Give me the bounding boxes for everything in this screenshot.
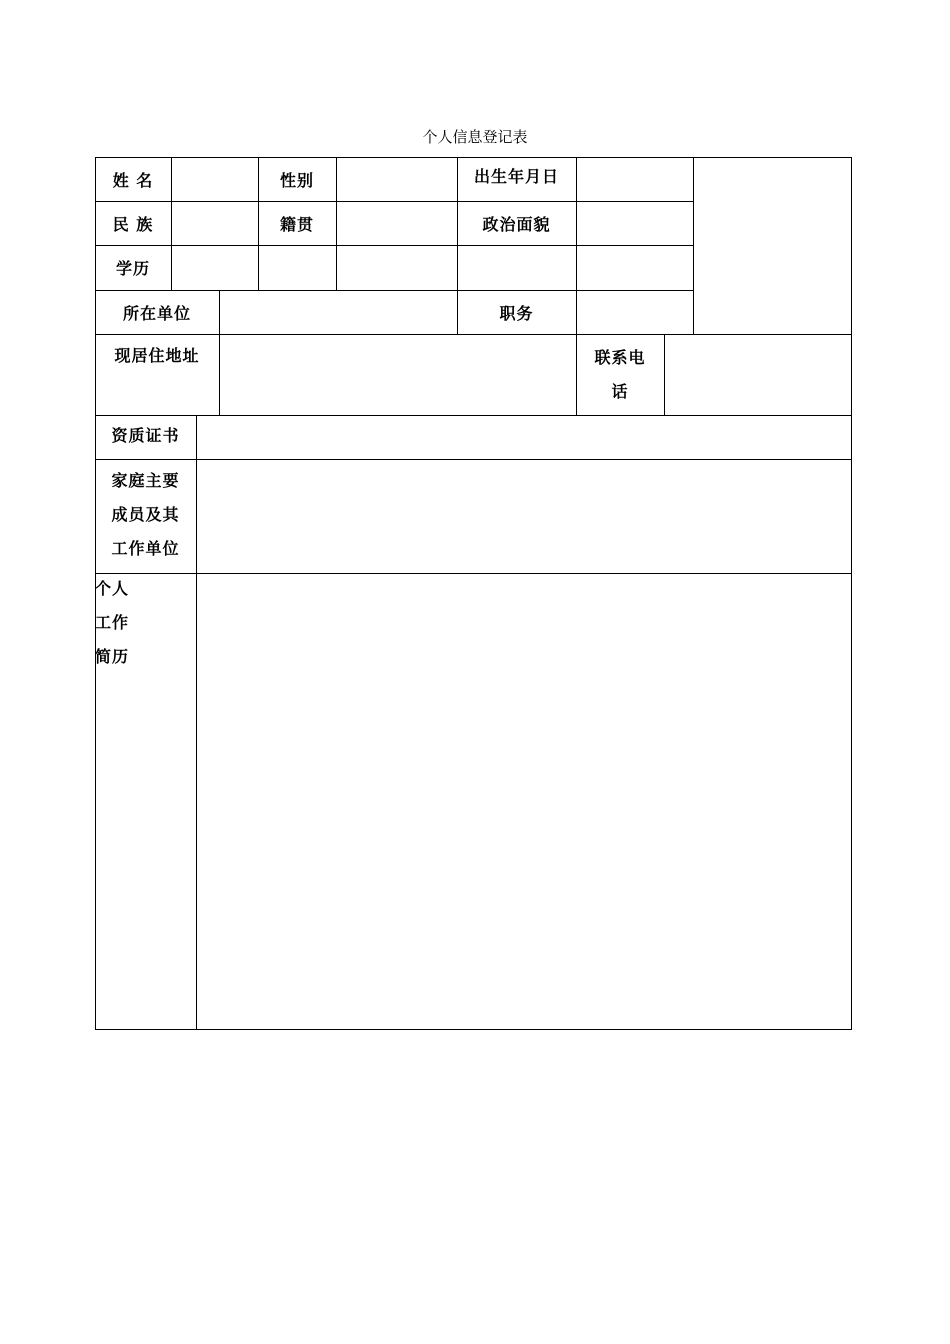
- certificate-label: 资质证书: [111, 425, 180, 445]
- phone-field[interactable]: [665, 335, 851, 415]
- ethnicity-field[interactable]: [172, 202, 258, 245]
- native-place-label: 籍贯: [279, 214, 314, 234]
- phone-label-line: 话: [611, 382, 629, 401]
- family-label: [95, 463, 196, 567]
- address-label: 现居住地址: [114, 346, 200, 365]
- registration-form-table: [95, 157, 852, 1030]
- resume-label: [95, 568, 196, 678]
- name-field[interactable]: [172, 158, 258, 201]
- education-label: 学历: [115, 259, 150, 278]
- education-field[interactable]: [172, 246, 258, 290]
- row-line: [95, 1029, 852, 1030]
- workplace-label: 所在单位: [122, 303, 191, 323]
- workplace-field[interactable]: [220, 291, 457, 334]
- family-label-line: 工作单位: [111, 539, 180, 558]
- address-field[interactable]: [220, 335, 576, 415]
- birth-date-label: 出生年月日: [473, 166, 559, 186]
- column-line: [851, 157, 852, 1030]
- birth-date-field[interactable]: [577, 158, 693, 201]
- photo-area: [694, 158, 851, 334]
- position-label: 职务: [499, 303, 534, 323]
- form-title: 个人信息登记表: [422, 128, 528, 146]
- gender-label: 性别: [279, 170, 314, 190]
- position-field[interactable]: [577, 291, 693, 334]
- resume-label-line: 个人: [95, 579, 130, 598]
- family-label-line: 成员及其: [111, 505, 180, 524]
- name-label: 姓 名: [112, 170, 154, 190]
- family-field[interactable]: [197, 460, 851, 573]
- ethnicity-label: 民 族: [112, 214, 154, 234]
- phone-label-line: 联系电: [594, 348, 646, 367]
- resume-field[interactable]: [197, 574, 851, 1029]
- gender-field[interactable]: [337, 158, 457, 201]
- certificate-field[interactable]: [197, 416, 851, 459]
- political-status-field[interactable]: [577, 202, 693, 245]
- resume-label-line: 简历: [95, 647, 130, 666]
- phone-label: [576, 337, 664, 413]
- political-status-label: 政治面貌: [482, 214, 551, 234]
- native-place-field[interactable]: [337, 202, 457, 245]
- family-label-line: 家庭主要: [111, 471, 180, 490]
- resume-label-line: 工作: [95, 613, 130, 632]
